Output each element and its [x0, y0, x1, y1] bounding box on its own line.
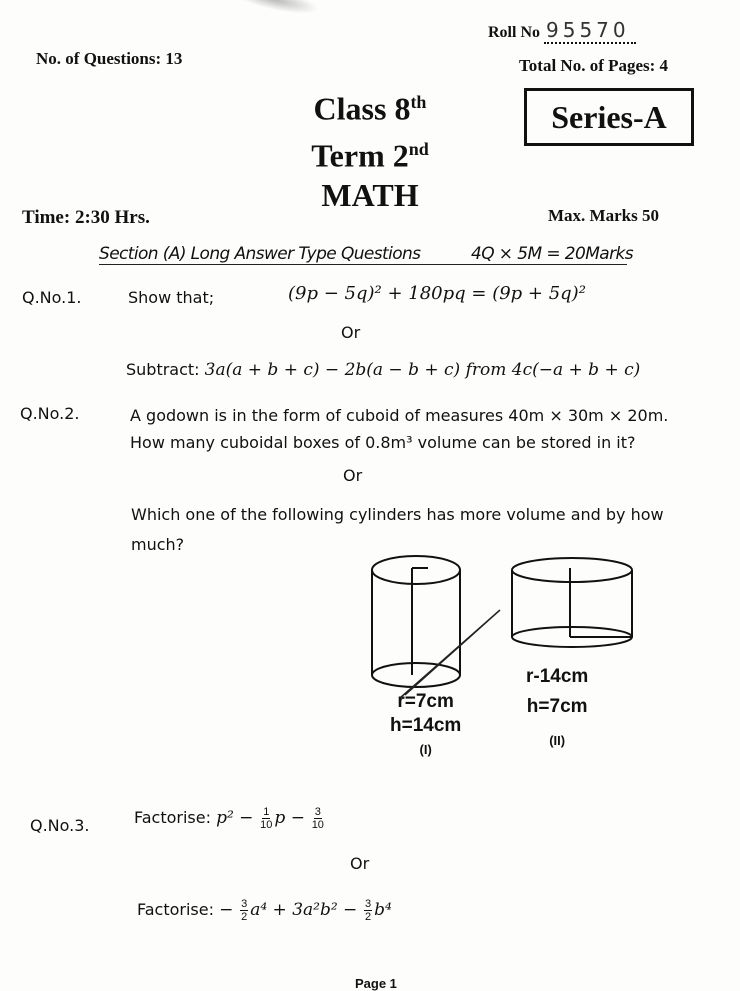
roll-value: 95570 [544, 18, 636, 44]
roll-label: Roll No [488, 24, 540, 41]
section-title: Section (A) Long Answer Type Questions [99, 244, 421, 264]
question-3-alternative [137, 898, 392, 923]
max-marks: Max. Marks 50 [548, 206, 659, 225]
alt-line-1: Which one of the following cylinders has more volume and by how [131, 505, 664, 524]
num-questions: No. of Questions: 13 [36, 49, 183, 68]
cylinder-2-tag: (II) [549, 733, 566, 748]
page-number: Page 1 [355, 976, 397, 991]
cylinder-2-radius: r-14cm [526, 666, 589, 687]
question-1-label: Q.No.1. [22, 288, 82, 307]
series-box: Series-A [524, 88, 694, 146]
denominator: 10 [311, 819, 324, 831]
denominator: 10 [260, 819, 273, 831]
cylinders-figure [360, 540, 640, 710]
alt-line-2: much? [131, 535, 185, 554]
numerator: 3 [314, 806, 321, 818]
question-2-label: Q.No.2. [20, 404, 80, 423]
alt-prompt: Subtract: [126, 360, 205, 379]
class-label: Class 8 [313, 90, 411, 127]
cylinder-1-icon [372, 556, 460, 687]
pen-mark-icon [400, 610, 500, 698]
alt-expression: 3a(a + b + c) − 2b(a − b + c) from 4c(−a + b + c) [204, 360, 641, 380]
denominator: 2 [241, 911, 248, 923]
term-sup: nd [408, 138, 429, 159]
fraction [364, 898, 372, 923]
question-1-alternative [126, 360, 640, 380]
total-pages: Total No. of Pages: 4 [519, 56, 669, 75]
roll-number [488, 18, 636, 42]
alt-term-3: b⁴ [374, 899, 392, 920]
cylinder-1-radius: r=7cm [397, 691, 454, 712]
section-marks: 4Q × 5M = 20Marks [471, 244, 633, 264]
cylinder-1-labels [390, 690, 461, 762]
term-label: Term 2 [311, 137, 409, 174]
or-label: Or [350, 854, 370, 873]
question-3-label: Q.No.3. [30, 816, 90, 835]
alt-prompt: Factorise: [137, 899, 220, 919]
alt-term-1: − [219, 899, 234, 920]
subject: MATH [321, 177, 419, 214]
denominator: 2 [365, 911, 372, 923]
cylinder-1-height: h=14cm [390, 715, 462, 736]
cylinder-2-labels [526, 662, 588, 756]
fraction [312, 806, 324, 831]
question-2-line-2: How many cuboidal boxes of 0.8m³ volume can be stored in it? [130, 433, 636, 452]
section-heading [99, 244, 633, 265]
question-2-text [130, 402, 668, 456]
scan-smudge [229, 0, 321, 19]
numerator: 3 [365, 898, 372, 910]
question-2-line-1: A godown is in the form of cuboid of measures 40m × 30m × 20m. [130, 406, 669, 425]
time: Time: 2:30 Hrs. [22, 207, 150, 228]
question-1-prompt: Show that; [128, 288, 215, 307]
q3-prompt: Factorise: [134, 807, 217, 827]
numerator: 3 [241, 898, 248, 910]
fraction [240, 898, 248, 923]
q3-term-1: p² − [216, 807, 254, 828]
class-sup: th [410, 92, 427, 112]
question-3-expression [134, 806, 326, 831]
or-label: Or [343, 466, 363, 485]
cylinder-1-tag: (I) [419, 742, 432, 757]
alt-term-2: a⁴ + 3a²b² − [250, 899, 358, 920]
fraction [260, 806, 272, 831]
cylinder-2-height: h=7cm [526, 696, 588, 717]
numerator: 1 [263, 806, 270, 818]
q3-term-2: p − [274, 807, 305, 828]
cylinder-2-icon [512, 558, 632, 647]
question-1-expression: (9p − 5q)² + 180pq = (9p + 5q)² [288, 283, 586, 304]
or-label: Or [341, 323, 361, 342]
